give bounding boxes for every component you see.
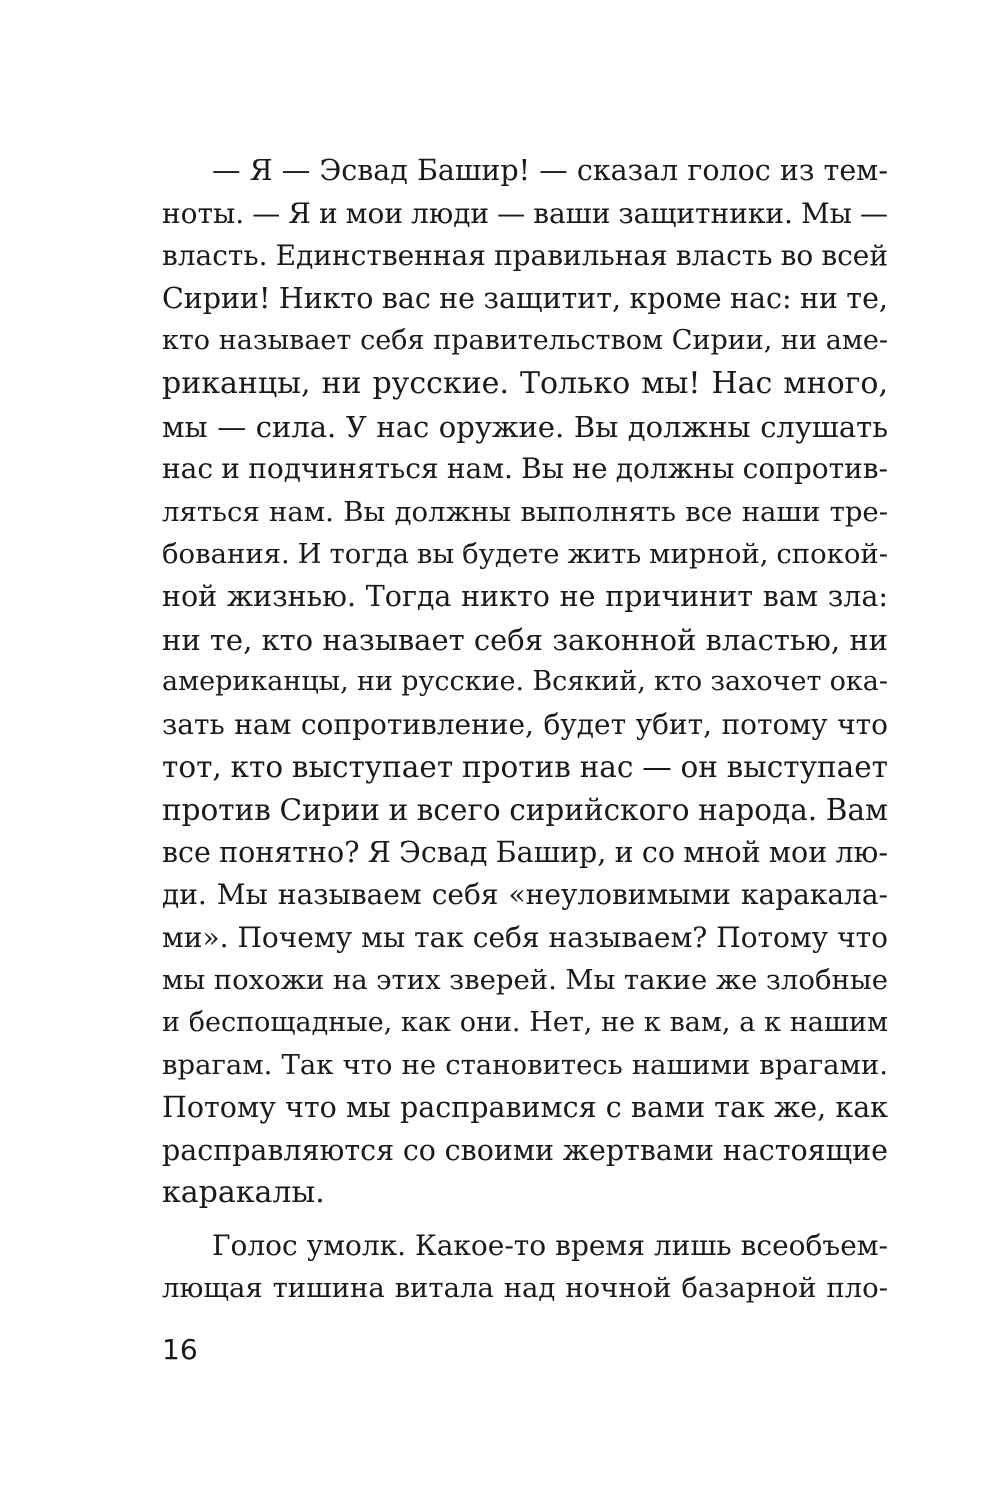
text-line: власть. Единственная правильная власть во всей: [162, 239, 888, 273]
text-line: Сирии! Никто вас не защитит, кроме нас: ни те,: [162, 281, 888, 315]
paragraph: [162, 1225, 888, 1310]
text-line: мы похожи на этих зверей. Мы такие же злобные: [162, 964, 888, 997]
text-line: все понятно? Я Эсвад Башир, и со мной мои лю-: [162, 835, 888, 869]
text-line: расправляются со своими жертвами настоящие: [162, 1133, 888, 1167]
text-line: мы — сила. У нас оружие. Вы должны слушать: [162, 409, 888, 444]
text-line: ди. Мы называем себя «неуловимыми каракала-: [162, 878, 888, 912]
body-text: [162, 150, 888, 1310]
text-line: и беспощадные, как они. Нет, не к вам, а к нашим: [162, 1006, 888, 1038]
text-line: бования. И тогда вы будете жить мирной, спокой-: [162, 538, 888, 571]
text-line: ноты. — Я и мои люди — ваши защитники. Мы —: [162, 196, 888, 230]
text-line: американцы, ни русские. Всякий, кто захочет ока-: [162, 666, 888, 698]
text-line: риканцы, ни русские. Только мы! Нас много,: [162, 365, 888, 401]
text-line: зать нам сопротивление, будет убит, потому что: [162, 707, 888, 741]
text-line: нас и подчиняться нам. Вы не должны сопротив-: [162, 452, 888, 486]
text-line: кто называет себя правительством Сирии, ни аме-: [162, 325, 888, 357]
text-line: ной жизнью. Тогда никто не причинит вам зла:: [162, 579, 888, 613]
text-line: ляться нам. Вы должны выполнять все наши тре-: [162, 495, 888, 528]
text-line: — Я — Эсвад Башир! — сказал голос из тем-: [212, 154, 888, 187]
text-line: против Сирии и всего сирийского народа. Вам: [162, 792, 888, 827]
paragraph: [162, 150, 888, 1215]
text-line: тот, кто выступает против нас — он выступает: [162, 750, 888, 785]
text-line: ми». Почему мы так себя называем? Потому что: [162, 920, 888, 954]
paragraph-gap: [162, 1215, 888, 1225]
text-line: Потому что мы расправимся с вами так же, как: [162, 1091, 888, 1125]
text-line: каракалы.: [162, 1175, 325, 1211]
text-line: ни те, кто называет себя законной властью, ни: [162, 622, 888, 657]
text-line: лющая тишина витала над ночной базарной пло-: [162, 1272, 888, 1305]
text-line: врагам. Так что не становитесь нашими врагами.: [162, 1049, 888, 1082]
page-number: 16: [162, 1333, 198, 1366]
text-line: Голос умолк. Какое-то время лишь всеобъем-: [212, 1228, 888, 1262]
